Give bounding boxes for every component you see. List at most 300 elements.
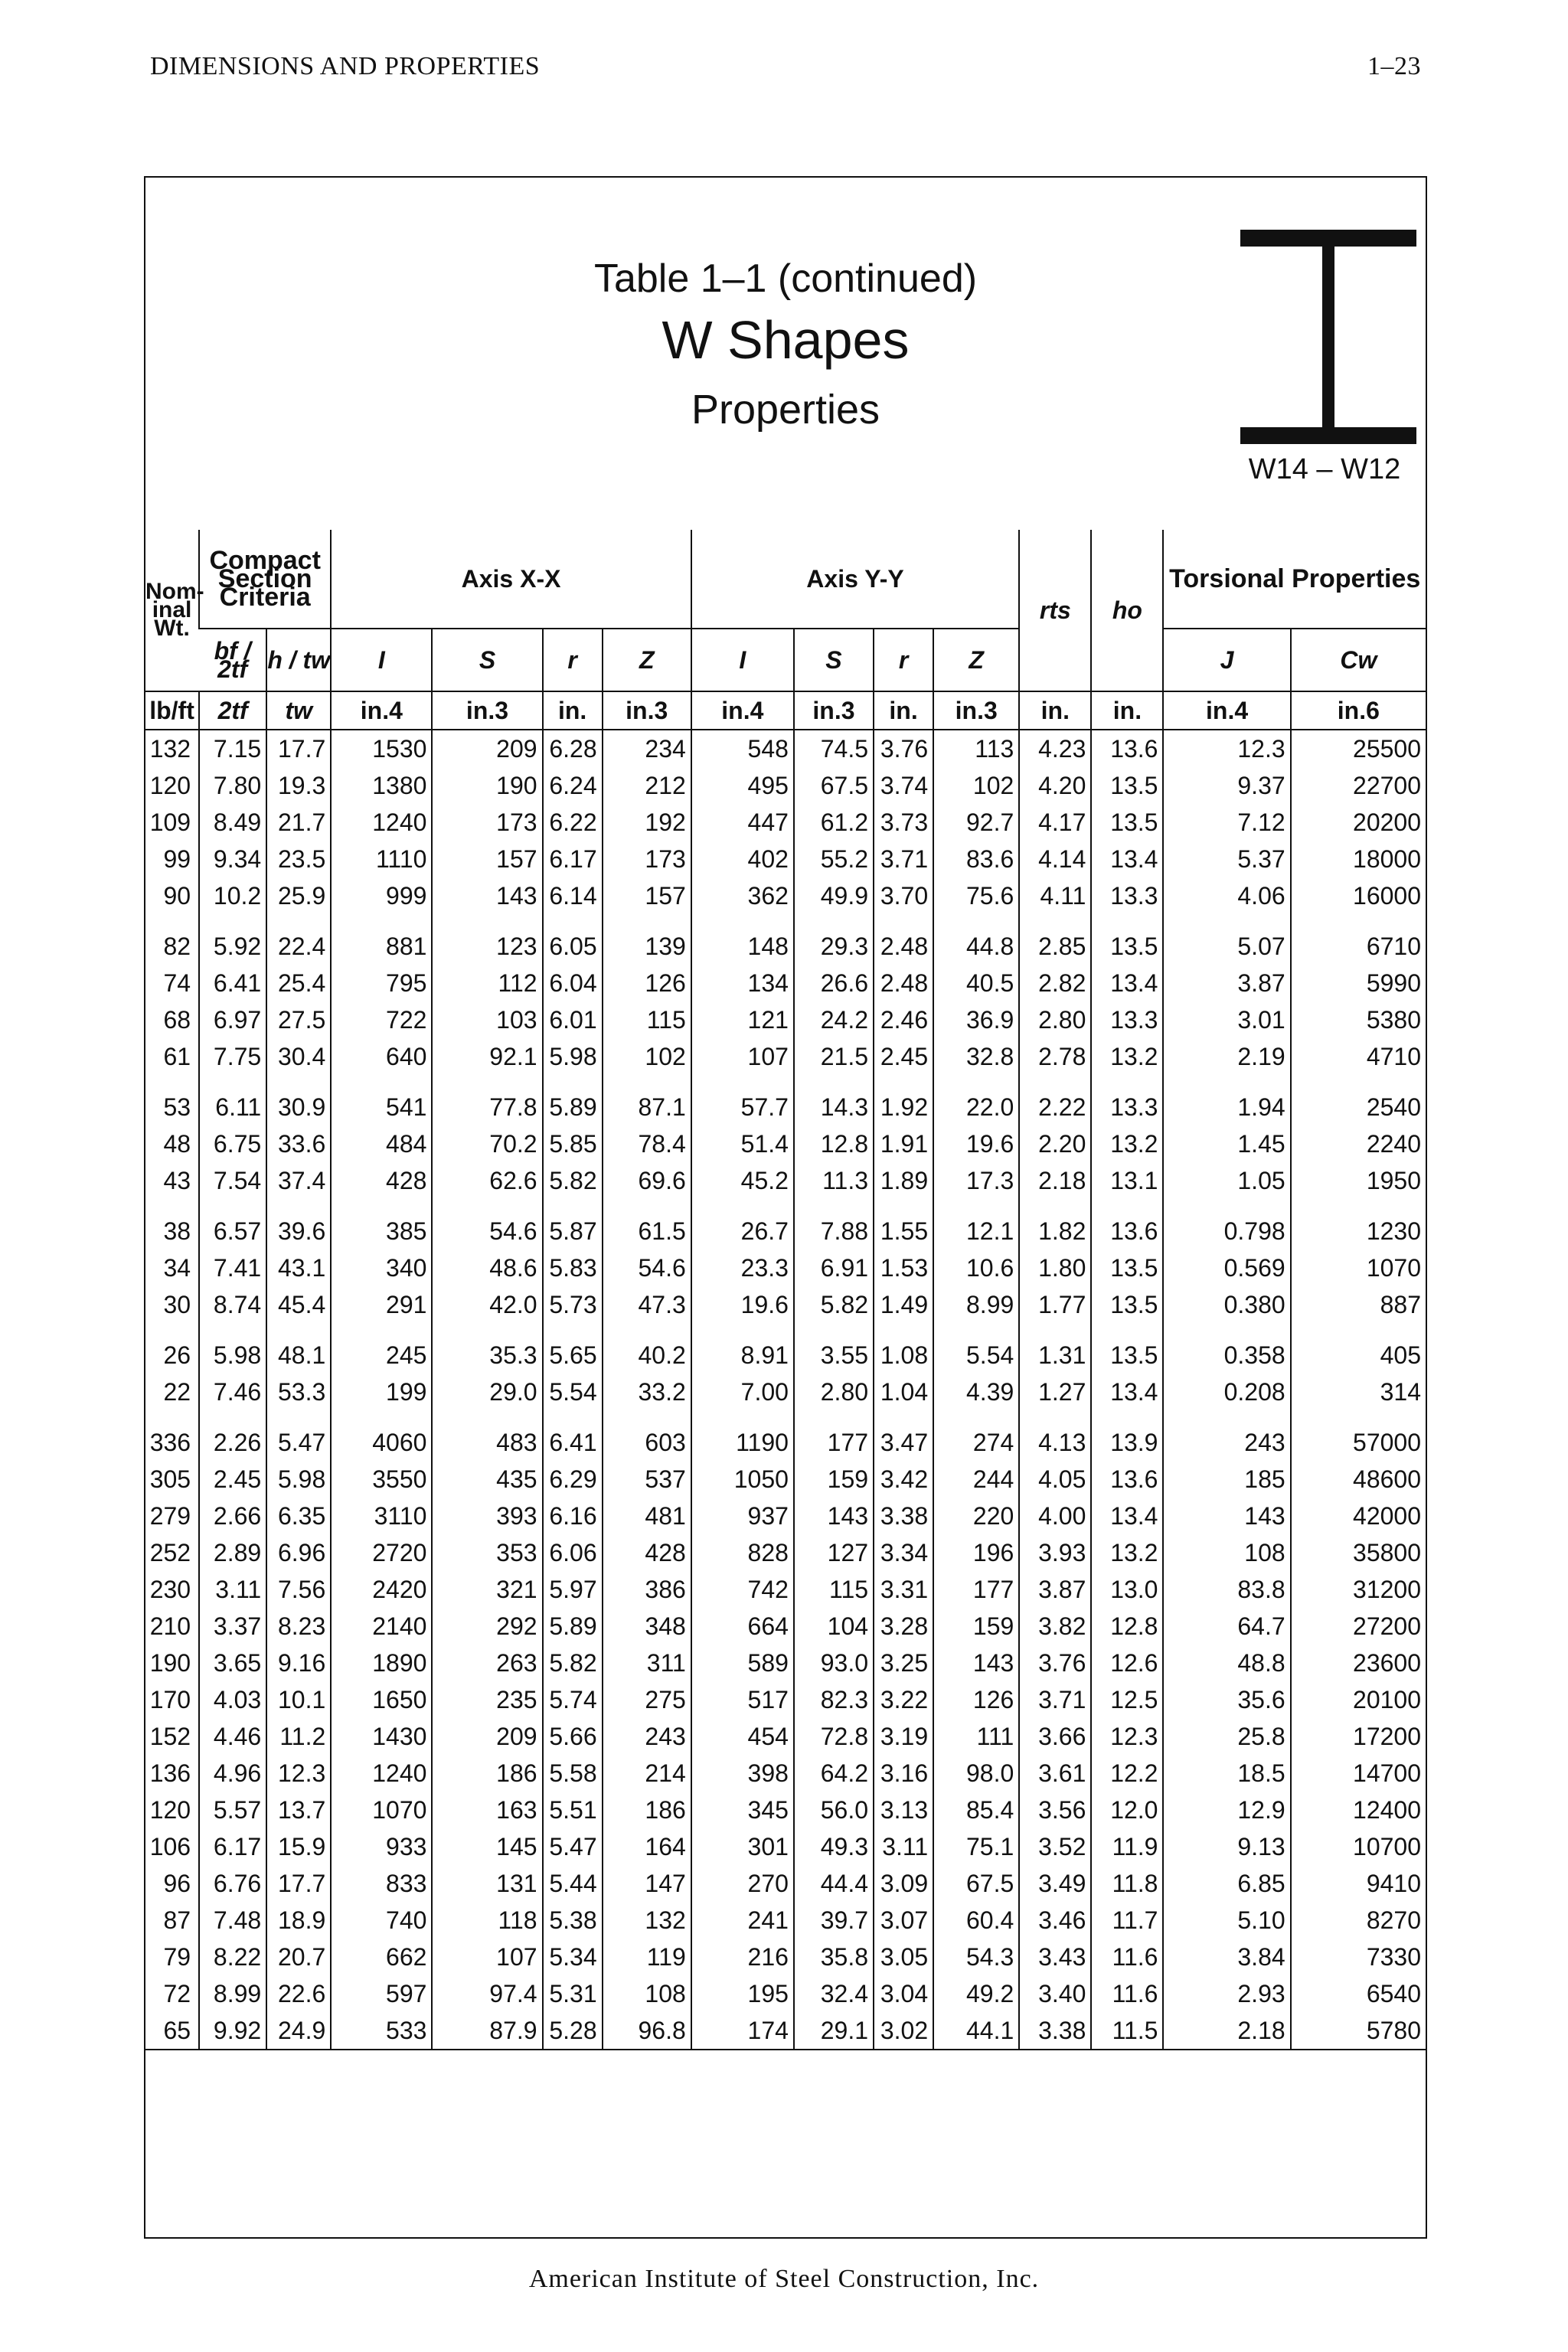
table-cell: 245 — [331, 1337, 432, 1374]
spacer-cell — [432, 1410, 542, 1424]
header-row-units — [145, 691, 1426, 730]
table-cell: 4.11 — [1019, 877, 1091, 914]
table-cell: 126 — [603, 965, 691, 1001]
table-cell: 3.16 — [874, 1755, 933, 1792]
table-cell: 13.4 — [1091, 1498, 1163, 1534]
table-cell: 109 — [149, 808, 191, 836]
table-cell: 24.2 — [794, 1001, 874, 1038]
spacer-cell — [199, 1323, 266, 1337]
table-cell: 49.9 — [794, 877, 874, 914]
table-cell: 1.45 — [1163, 1125, 1290, 1162]
table-cell: 143 — [794, 1498, 874, 1534]
table-cell: 131 — [432, 1865, 542, 1902]
table-cell: 13.5 — [1091, 767, 1163, 804]
properties-table — [145, 530, 1426, 2050]
spacer-cell — [874, 1323, 933, 1337]
table-cell: 5.82 — [543, 1162, 603, 1199]
table-cell: 209 — [432, 730, 542, 767]
table-cell: 6.96 — [266, 1534, 331, 1571]
group-spacer — [145, 1075, 1426, 1089]
table-cell: 19.6 — [933, 1125, 1019, 1162]
table-cell: 933 — [331, 1828, 432, 1865]
table-cell: 345 — [691, 1792, 794, 1828]
table-cell: 42.0 — [432, 1286, 542, 1323]
spacer-cell — [266, 1410, 331, 1424]
table-cell: 11.9 — [1091, 1828, 1163, 1865]
table-cell: 8.22 — [199, 1939, 266, 1975]
spacer-cell — [432, 914, 542, 928]
table-cell: 192 — [603, 804, 691, 841]
header-cw: Cw — [1291, 629, 1426, 691]
table-cell: 1.89 — [874, 1162, 933, 1199]
table-cell: 12400 — [1291, 1792, 1426, 1828]
publisher-footer: American Institute of Steel Construction, Inc. — [528, 2265, 1040, 2293]
table-cell: 5.51 — [543, 1792, 603, 1828]
table-cell: 44.8 — [933, 928, 1019, 965]
spacer-cell — [432, 1075, 542, 1089]
table-cell: 13.5 — [1091, 928, 1163, 965]
table-cell: 25.4 — [266, 965, 331, 1001]
table-cell: 6.41 — [543, 1424, 603, 1461]
header-ix: I — [331, 629, 432, 691]
table-cell: 78.4 — [603, 1125, 691, 1162]
table-cell: 22700 — [1291, 767, 1426, 804]
unit-zx: in.3 — [603, 691, 691, 730]
spacer-cell — [543, 1199, 603, 1213]
table-cell: 305 — [149, 1465, 191, 1493]
spacer-cell — [145, 914, 199, 928]
table-cell: 7.00 — [691, 1374, 794, 1410]
table-cell: 386 — [603, 1571, 691, 1608]
table-cell: 19.3 — [266, 767, 331, 804]
table-cell: 35.3 — [432, 1337, 542, 1374]
unit-ix: in.4 — [331, 691, 432, 730]
table-cell: 3.61 — [1019, 1755, 1091, 1792]
table-cell: 3.34 — [874, 1534, 933, 1571]
table-cell: 8270 — [1291, 1902, 1426, 1939]
table-cell: 362 — [691, 877, 794, 914]
table-cell: 3.19 — [874, 1718, 933, 1755]
table-cell: 48600 — [1291, 1461, 1426, 1498]
table-cell: 24.9 — [266, 2012, 331, 2050]
spacer-cell — [794, 1410, 874, 1424]
table-cell: 29.0 — [432, 1374, 542, 1410]
table-cell: 13.1 — [1091, 1162, 1163, 1199]
table-cell: 243 — [603, 1718, 691, 1755]
table-row — [145, 1250, 1426, 1286]
table-cell: 51.4 — [691, 1125, 794, 1162]
table-cell: 26.6 — [794, 965, 874, 1001]
table-cell: 664 — [691, 1608, 794, 1645]
table-cell: 4.46 — [199, 1718, 266, 1755]
table-cell: 108 — [603, 1975, 691, 2012]
header-rts: rts — [1019, 530, 1091, 691]
table-row — [145, 1424, 1426, 1461]
table-cell: 12.9 — [1163, 1792, 1290, 1828]
table-cell: 5.58 — [543, 1755, 603, 1792]
table-cell: 43.1 — [266, 1250, 331, 1286]
header-rx: r — [543, 629, 603, 691]
table-cell: 3.82 — [1019, 1608, 1091, 1645]
table-cell: 8.99 — [199, 1975, 266, 2012]
table-cell: 12.3 — [1091, 1718, 1163, 1755]
table-cell: 5.07 — [1163, 928, 1290, 965]
table-cell: 9.92 — [199, 2012, 266, 2050]
spacer-cell — [933, 1410, 1019, 1424]
table-cell: 517 — [691, 1681, 794, 1718]
table-cell: 3.07 — [874, 1902, 933, 1939]
table-cell: 29.1 — [794, 2012, 874, 2050]
table-cell: 43 — [163, 1166, 191, 1194]
table-cell: 321 — [432, 1571, 542, 1608]
table-cell: 541 — [331, 1089, 432, 1125]
table-cell: 1.31 — [1019, 1337, 1091, 1374]
table-cell: 107 — [432, 1939, 542, 1975]
table-cell: 113 — [933, 730, 1019, 767]
table-cell: 4.17 — [1019, 804, 1091, 841]
table-cell: 484 — [331, 1125, 432, 1162]
table-cell: 13.2 — [1091, 1125, 1163, 1162]
table-cell: 147 — [603, 1865, 691, 1902]
table-cell: 722 — [331, 1001, 432, 1038]
table-cell: 12.1 — [933, 1213, 1019, 1250]
table-cell: 106 — [149, 1832, 191, 1860]
spacer-cell — [1019, 1075, 1091, 1089]
unit-sx: in.3 — [432, 691, 542, 730]
table-cell: 4.20 — [1019, 767, 1091, 804]
table-cell: 18.9 — [266, 1902, 331, 1939]
shape-range-label: W14 – W12 — [1248, 453, 1401, 485]
table-cell: 6540 — [1291, 1975, 1426, 2012]
table-cell: 32.8 — [933, 1038, 1019, 1075]
table-cell: 10700 — [1291, 1828, 1426, 1865]
table-cell: 8.91 — [691, 1337, 794, 1374]
table-cell: 38 — [163, 1217, 191, 1245]
table-cell: 1.27 — [1019, 1374, 1091, 1410]
table-cell: 115 — [794, 1571, 874, 1608]
spacer-cell — [1163, 1199, 1290, 1213]
table-cell: 336 — [149, 1428, 191, 1456]
table-cell: 6.35 — [266, 1498, 331, 1534]
table-cell: 48.1 — [266, 1337, 331, 1374]
table-cell: 2.48 — [874, 928, 933, 965]
table-cell: 6.11 — [199, 1089, 266, 1125]
table-row — [145, 1571, 1426, 1608]
table-cell: 39.6 — [266, 1213, 331, 1250]
table-cell: 75.1 — [933, 1828, 1019, 1865]
table-frame — [144, 176, 1427, 2239]
table-cell: 74.5 — [794, 730, 874, 767]
table-cell: 48 — [163, 1129, 191, 1158]
table-cell: 157 — [603, 877, 691, 914]
table-cell: 10.2 — [199, 877, 266, 914]
table-cell: 13.4 — [1091, 1374, 1163, 1410]
group-spacer — [145, 1410, 1426, 1424]
table-cell: 83.6 — [933, 841, 1019, 877]
table-cell: 2240 — [1291, 1125, 1426, 1162]
table-row — [145, 1681, 1426, 1718]
unit-ho: in. — [1091, 691, 1163, 730]
table-cell: 20200 — [1291, 804, 1426, 841]
table-cell: 92.1 — [432, 1038, 542, 1075]
spacer-cell — [1019, 1410, 1091, 1424]
spacer-cell — [1163, 1410, 1290, 1424]
table-cell: 5.82 — [543, 1645, 603, 1681]
table-cell: 589 — [691, 1645, 794, 1681]
spacer-cell — [603, 1410, 691, 1424]
table-cell: 4060 — [331, 1424, 432, 1461]
table-cell: 13.5 — [1091, 1286, 1163, 1323]
table-cell: 199 — [331, 1374, 432, 1410]
table-cell: 2.80 — [794, 1374, 874, 1410]
table-cell: 275 — [603, 1681, 691, 1718]
spacer-cell — [1091, 1199, 1163, 1213]
table-cell: 42000 — [1291, 1498, 1426, 1534]
table-cell: 3550 — [331, 1461, 432, 1498]
table-cell: 13.4 — [1091, 965, 1163, 1001]
table-cell: 3.56 — [1019, 1792, 1091, 1828]
table-cell: 186 — [603, 1792, 691, 1828]
spacer-cell — [874, 1410, 933, 1424]
table-cell: 447 — [691, 804, 794, 841]
table-cell: 6.17 — [543, 841, 603, 877]
table-cell: 2.20 — [1019, 1125, 1091, 1162]
table-cell: 14700 — [1291, 1755, 1426, 1792]
table-cell: 111 — [933, 1718, 1019, 1755]
unit-htw: tw — [266, 691, 331, 730]
table-cell: 6.75 — [199, 1125, 266, 1162]
table-cell: 8.49 — [199, 804, 266, 841]
table-cell: 1.80 — [1019, 1250, 1091, 1286]
table-cell: 32.4 — [794, 1975, 874, 2012]
table-cell: 190 — [149, 1648, 191, 1677]
unit-zy: in.3 — [933, 691, 1019, 730]
spacer-cell — [1019, 1199, 1091, 1213]
table-cell: 3.28 — [874, 1608, 933, 1645]
wide-flange-shape-icon — [1240, 230, 1416, 444]
table-cell: 57000 — [1291, 1424, 1426, 1461]
table-row — [145, 1865, 1426, 1902]
table-cell: 740 — [331, 1902, 432, 1939]
table-cell: 1.77 — [1019, 1286, 1091, 1323]
table-cell: 195 — [691, 1975, 794, 2012]
table-cell: 353 — [432, 1534, 542, 1571]
table-cell: 385 — [331, 1213, 432, 1250]
spacer-cell — [691, 1075, 794, 1089]
table-cell: 13.7 — [266, 1792, 331, 1828]
table-cell: 4.03 — [199, 1681, 266, 1718]
table-cell: 314 — [1291, 1374, 1426, 1410]
spacer-cell — [145, 1199, 199, 1213]
spacer-cell — [145, 1410, 199, 1424]
table-cell: 13.2 — [1091, 1038, 1163, 1075]
table-cell: 3.71 — [1019, 1681, 1091, 1718]
table-cell: 12.0 — [1091, 1792, 1163, 1828]
table-cell: 16000 — [1291, 877, 1426, 914]
table-cell: 21.7 — [266, 804, 331, 841]
table-cell: 5780 — [1291, 2012, 1426, 2050]
table-cell: 1050 — [691, 1461, 794, 1498]
table-cell: 428 — [331, 1162, 432, 1199]
table-cell: 13.6 — [1091, 1461, 1163, 1498]
spacer-cell — [543, 1323, 603, 1337]
table-cell: 29.3 — [794, 928, 874, 965]
table-cell: 999 — [331, 877, 432, 914]
table-cell: 1240 — [331, 804, 432, 841]
spacer-cell — [691, 914, 794, 928]
table-cell: 145 — [432, 1828, 542, 1865]
header-row-symbols — [145, 629, 1426, 691]
table-cell: 3.11 — [874, 1828, 933, 1865]
table-cell: 435 — [432, 1461, 542, 1498]
table-cell: 9.37 — [1163, 767, 1290, 804]
spacer-cell — [266, 1323, 331, 1337]
table-cell: 9410 — [1291, 1865, 1426, 1902]
table-cell: 537 — [603, 1461, 691, 1498]
table-cell: 9.16 — [266, 1645, 331, 1681]
table-cell: 4.39 — [933, 1374, 1019, 1410]
table-cell: 12.8 — [1091, 1608, 1163, 1645]
table-cell: 6.06 — [543, 1534, 603, 1571]
table-cell: 3.01 — [1163, 1001, 1290, 1038]
table-cell: 3.31 — [874, 1571, 933, 1608]
table-cell: 2540 — [1291, 1089, 1426, 1125]
table-cell: 36.9 — [933, 1001, 1019, 1038]
table-cell: 241 — [691, 1902, 794, 1939]
table-cell: 25.9 — [266, 877, 331, 914]
table-cell: 11.5 — [1091, 2012, 1163, 2050]
table-cell: 2.89 — [199, 1534, 266, 1571]
spacer-cell — [794, 914, 874, 928]
table-cell: 3110 — [331, 1498, 432, 1534]
table-row — [145, 1939, 1426, 1975]
table-cell: 15.9 — [266, 1828, 331, 1865]
unit-cw: in.6 — [1291, 691, 1426, 730]
table-cell: 190 — [432, 767, 542, 804]
spacer-cell — [794, 1199, 874, 1213]
table-cell: 40.5 — [933, 965, 1019, 1001]
header-iy: I — [691, 629, 794, 691]
table-cell: 2.26 — [199, 1424, 266, 1461]
group-spacer — [145, 1199, 1426, 1213]
table-cell: 17200 — [1291, 1718, 1426, 1755]
table-cell: 85.4 — [933, 1792, 1019, 1828]
table-cell: 662 — [331, 1939, 432, 1975]
unit-rx: in. — [543, 691, 603, 730]
table-cell: 4.96 — [199, 1755, 266, 1792]
table-cell: 62.6 — [432, 1162, 542, 1199]
table-cell: 37.4 — [266, 1162, 331, 1199]
table-cell: 19.6 — [691, 1286, 794, 1323]
table-cell: 11.3 — [794, 1162, 874, 1199]
table-cell: 49.3 — [794, 1828, 874, 1865]
table-cell: 481 — [603, 1498, 691, 1534]
table-cell: 214 — [603, 1755, 691, 1792]
table-cell: 5.47 — [543, 1828, 603, 1865]
spacer-cell — [331, 1410, 432, 1424]
table-cell: 99 — [163, 844, 191, 873]
table-cell: 1230 — [1291, 1213, 1426, 1250]
table-cell: 235 — [432, 1681, 542, 1718]
table-cell: 60.4 — [933, 1902, 1019, 1939]
table-cell: 127 — [794, 1534, 874, 1571]
table-cell: 12.2 — [1091, 1755, 1163, 1792]
table-cell: 64.2 — [794, 1755, 874, 1792]
table-cell: 243 — [1163, 1424, 1290, 1461]
table-cell: 6.01 — [543, 1001, 603, 1038]
table-cell: 7330 — [1291, 1939, 1426, 1975]
table-cell: 6.76 — [199, 1865, 266, 1902]
table-cell: 2.19 — [1163, 1038, 1290, 1075]
table-cell: 10.6 — [933, 1250, 1019, 1286]
table-cell: 23.3 — [691, 1250, 794, 1286]
spacer-cell — [1291, 1410, 1426, 1424]
table-cell: 6.57 — [199, 1213, 266, 1250]
header-ho: ho — [1091, 530, 1163, 691]
table-cell: 35800 — [1291, 1534, 1426, 1571]
table-cell: 3.46 — [1019, 1902, 1091, 1939]
table-cell: 5.54 — [543, 1374, 603, 1410]
table-row — [145, 1608, 1426, 1645]
table-row — [145, 767, 1426, 804]
table-cell: 96 — [163, 1869, 191, 1897]
table-cell: 7.80 — [199, 767, 266, 804]
group-spacer — [145, 914, 1426, 928]
spacer-cell — [199, 1410, 266, 1424]
table-cell: 533 — [331, 2012, 432, 2050]
table-cell: 216 — [691, 1939, 794, 1975]
spacer-cell — [1291, 1199, 1426, 1213]
table-cell: 13.5 — [1091, 1250, 1163, 1286]
table-cell: 22 — [163, 1377, 191, 1406]
table-cell: 742 — [691, 1571, 794, 1608]
table-cell: 230 — [149, 1575, 191, 1603]
table-cell: 152 — [149, 1722, 191, 1750]
table-cell: 3.11 — [199, 1571, 266, 1608]
table-cell: 3.70 — [874, 877, 933, 914]
spacer-cell — [1091, 1323, 1163, 1337]
table-cell: 11.8 — [1091, 1865, 1163, 1902]
table-row — [145, 1125, 1426, 1162]
table-cell: 92.7 — [933, 804, 1019, 841]
table-cell: 26.7 — [691, 1213, 794, 1250]
table-cell: 120 — [149, 1795, 191, 1824]
table-cell: 6.17 — [199, 1828, 266, 1865]
table-cell: 13.6 — [1091, 730, 1163, 767]
spacer-cell — [874, 1199, 933, 1213]
table-cell: 3.65 — [199, 1645, 266, 1681]
table-row — [145, 1902, 1426, 1939]
table-cell: 1.94 — [1163, 1089, 1290, 1125]
table-cell: 5.89 — [543, 1089, 603, 1125]
section-title: DIMENSIONS AND PROPERTIES — [150, 52, 541, 80]
table-cell: 234 — [603, 730, 691, 767]
table-cell: 132 — [603, 1902, 691, 1939]
table-cell: 35.6 — [1163, 1681, 1290, 1718]
table-cell: 1650 — [331, 1681, 432, 1718]
table-cell: 1430 — [331, 1718, 432, 1755]
table-cell: 98.0 — [933, 1755, 1019, 1792]
table-cell: 1890 — [331, 1645, 432, 1681]
table-cell: 3.49 — [1019, 1865, 1091, 1902]
table-cell: 8.23 — [266, 1608, 331, 1645]
table-cell: 2.46 — [874, 1001, 933, 1038]
header-axis-x: Axis X-X — [331, 530, 691, 629]
table-cell: 6.22 — [543, 804, 603, 841]
table-cell: 393 — [432, 1498, 542, 1534]
table-cell: 157 — [432, 841, 542, 877]
table-cell: 5.38 — [543, 1902, 603, 1939]
